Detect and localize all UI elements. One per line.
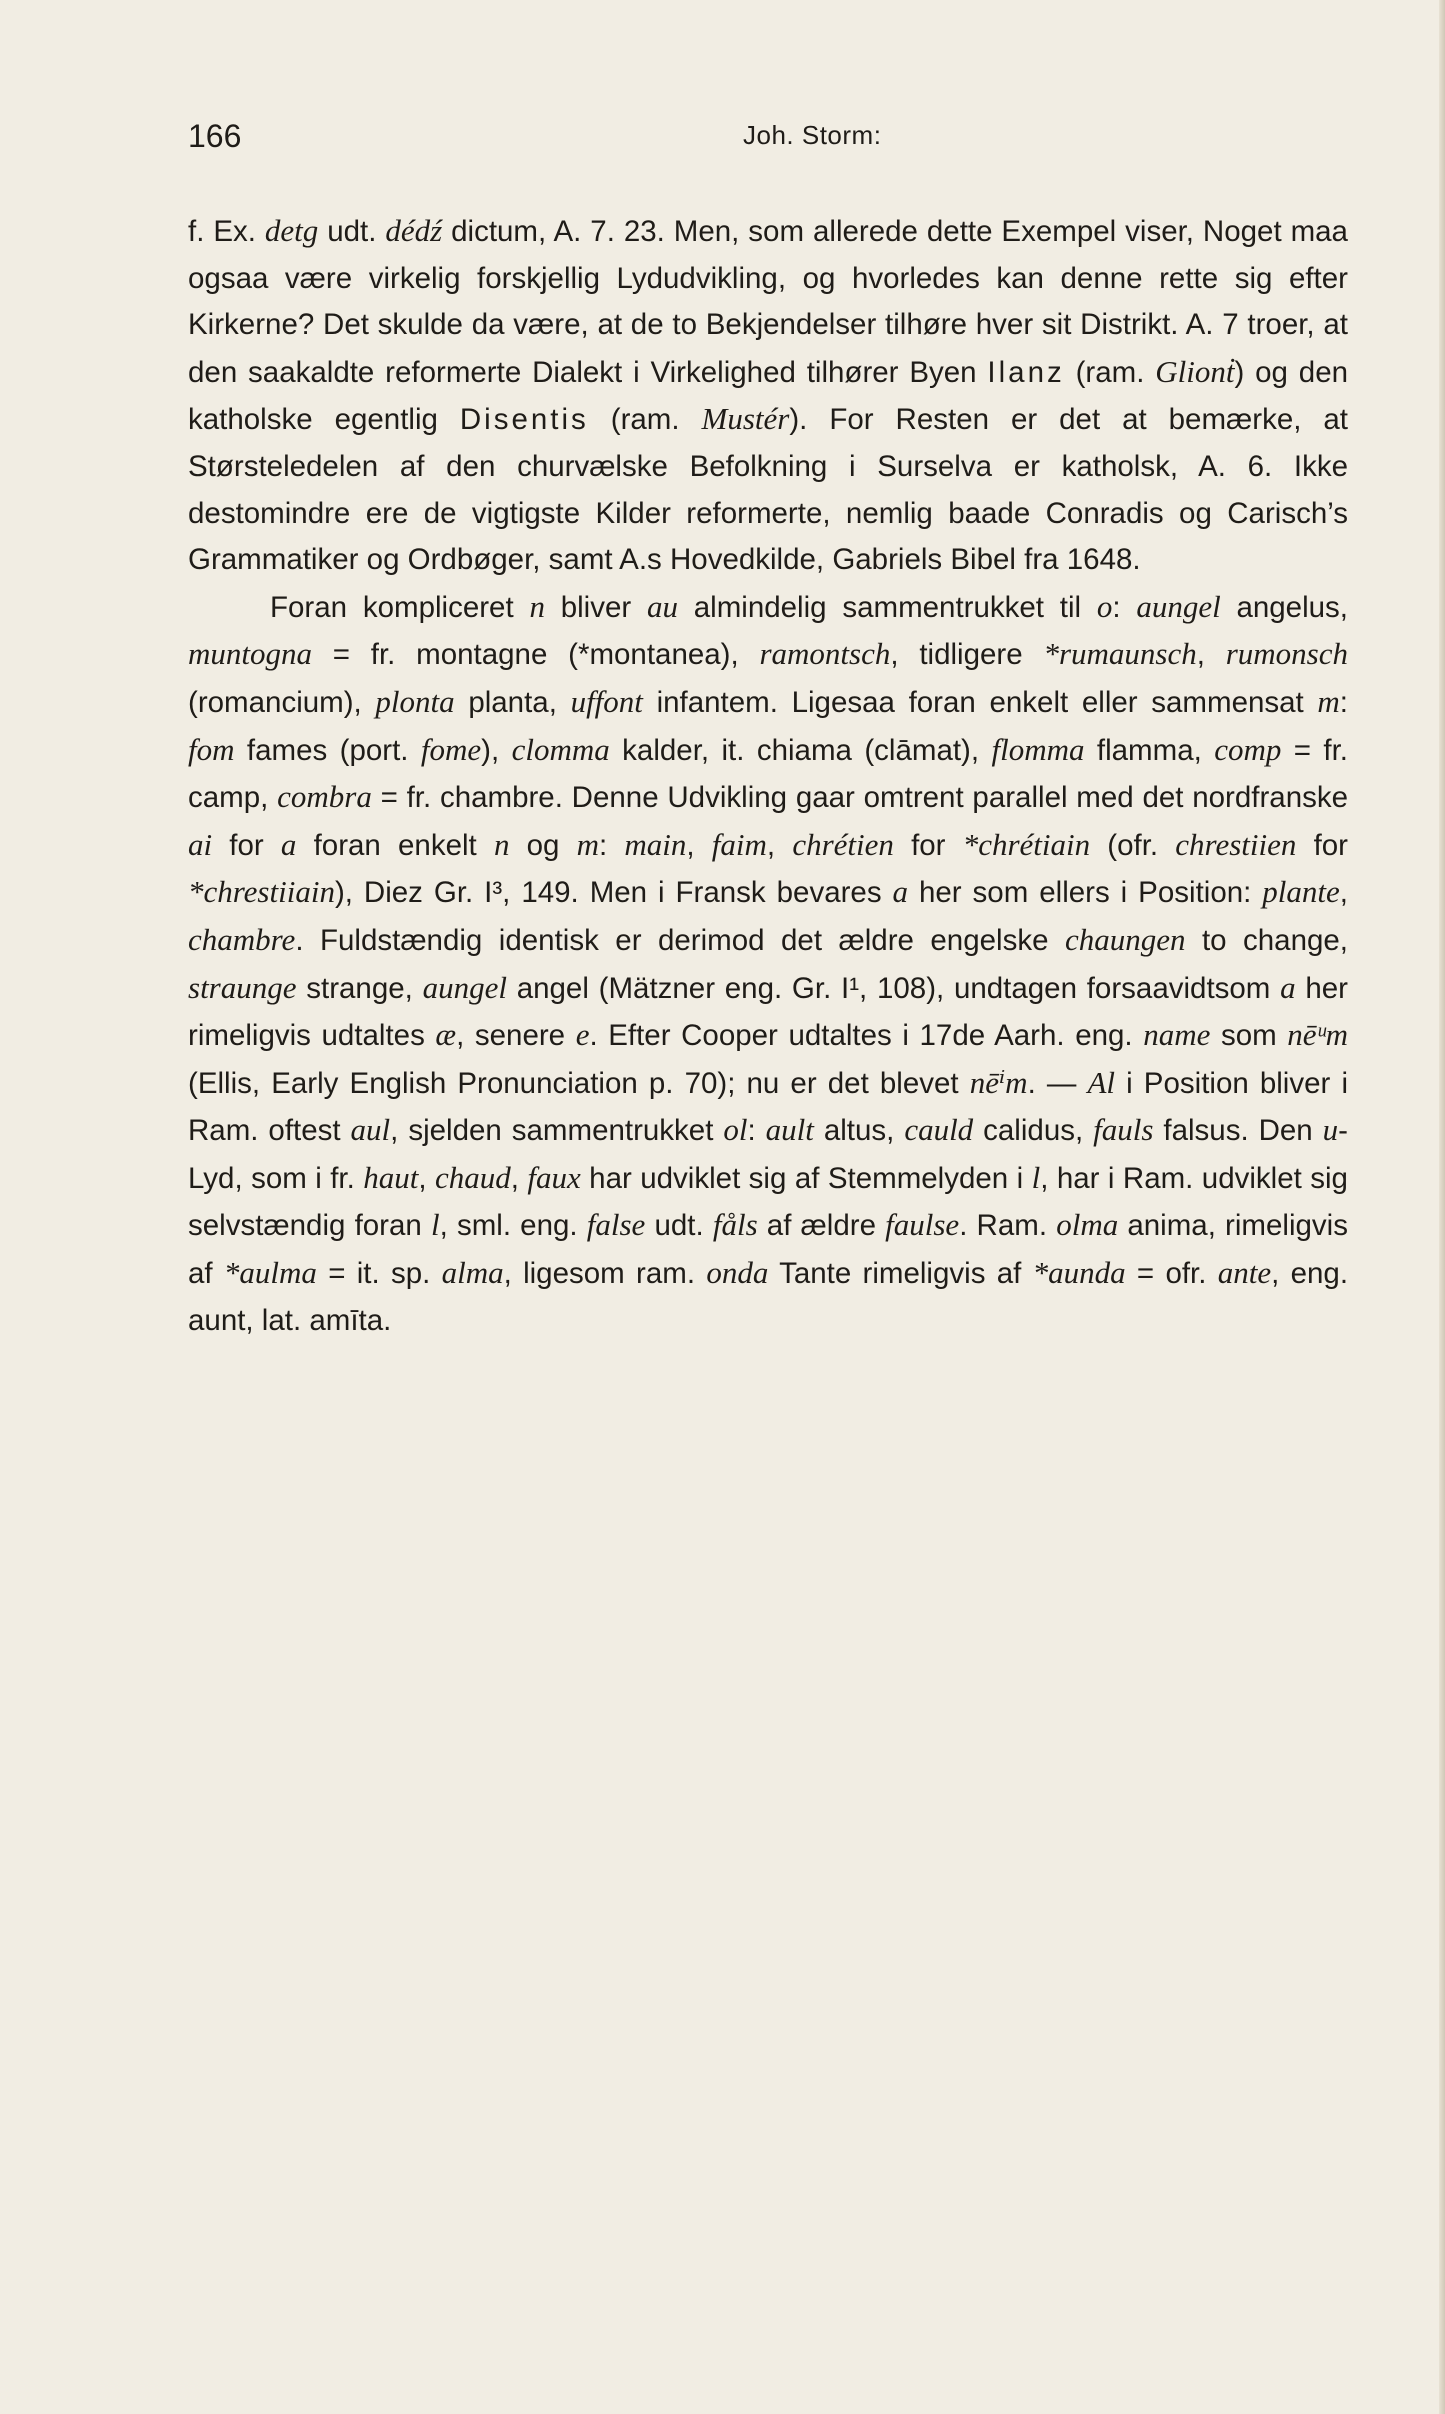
text-run: flamma, — [1084, 733, 1215, 767]
text-run: , — [510, 1161, 528, 1195]
text-run: ) og den katholske egentlig — [188, 355, 1349, 437]
text-run: strange, — [296, 971, 423, 1005]
text-run: kalder, it. chiama (clāmat), — [609, 733, 992, 767]
italic-term: false — [586, 1207, 646, 1243]
running-title: Joh. Storm: — [743, 120, 882, 150]
italic-term: chambre — [188, 921, 296, 957]
text-run: : — [1112, 590, 1137, 624]
italic-term: cauld — [904, 1112, 974, 1148]
text-run: , — [686, 828, 712, 862]
text-run: bliver — [544, 590, 647, 624]
italic-term: uffont — [570, 683, 643, 719]
text-run: falsus. Den — [1153, 1114, 1323, 1148]
italic-term: detg — [264, 213, 319, 248]
text-run: altus, — [813, 1114, 905, 1148]
italic-term: n — [493, 826, 510, 862]
italic-term: o — [1096, 588, 1113, 624]
italic-term: clomma — [511, 731, 610, 767]
text-run: : — [747, 1114, 766, 1148]
text-run: = it. sp. — [316, 1257, 442, 1291]
text-run: : — [1339, 685, 1348, 719]
text-run: = ofr. — [1125, 1257, 1218, 1291]
italic-term: chaud — [434, 1159, 511, 1195]
italic-term: faux — [527, 1159, 581, 1195]
text-run: for — [893, 828, 963, 862]
text-run: (ram. — [1064, 355, 1156, 389]
text-run: foran enkelt — [296, 828, 494, 862]
italic-term: ramontsch — [759, 636, 891, 672]
text-run: , — [1196, 638, 1226, 672]
italic-term: plante — [1262, 874, 1340, 910]
text-run: i Position bliver i Ram. oftest — [188, 1066, 1349, 1148]
text-run: , — [418, 1161, 435, 1195]
italic-term: chaungen — [1064, 921, 1186, 957]
italic-term: Mustér — [701, 401, 790, 437]
italic-term: a — [280, 826, 297, 862]
text-run: (ofr. — [1090, 828, 1176, 862]
italic-term: Glionṫ — [1155, 353, 1235, 389]
text-run: , sml. eng. — [439, 1209, 587, 1243]
text-run: infantem. Ligesaa foran enkelt eller sammensat — [642, 685, 1318, 719]
text-run: , har i Ram. udviklet sig selvstændig foran — [188, 1161, 1348, 1243]
italic-term: au — [646, 588, 678, 624]
text-run: angel (Mätzner eng. Gr. I¹, 108), undtagen forsaavidtsom — [506, 971, 1281, 1005]
italic-term: muntogna — [188, 636, 312, 672]
italic-term: faulse — [885, 1207, 960, 1243]
page-number: 166 — [188, 118, 242, 154]
text-run: (romancium), — [188, 685, 376, 719]
text-run: almindelig sammentrukket til — [677, 590, 1097, 624]
text-run: . — — [1027, 1066, 1088, 1100]
italic-term: flomma — [991, 731, 1085, 767]
text-run: har udviklet sig af Stemmelyden i — [580, 1161, 1032, 1195]
text-run: fames (port. — [234, 733, 421, 767]
italic-term: onda — [706, 1255, 769, 1291]
italic-term: fauls — [1093, 1112, 1154, 1148]
italic-term: combra — [277, 779, 372, 815]
text-run: anima, rimeligvis af — [188, 1209, 1348, 1291]
text-run: , — [1339, 876, 1348, 910]
italic-term: straunge — [188, 969, 297, 1005]
italic-term: rumonsch — [1225, 636, 1348, 672]
text-run: ). For Resten er det at bemærke, at Størsteledelen af den churvælske Befolkning i Surselva er katholsk, A. 6. Ikke destomindre ere de vigtigste Kilder reformerte, nemlig baade Conradis og Carisch’s Grammatiker og Ordbøger, samt A.s Hovedkilde, Gabriels Bibel fra 1648. — [188, 403, 1348, 577]
text-run: af ældre — [757, 1209, 886, 1243]
italic-term: *rumaunsch — [1043, 636, 1197, 672]
text-run: Foran kompliceret — [270, 590, 530, 624]
italic-term: m — [576, 826, 600, 862]
italic-term: name — [1143, 1017, 1211, 1053]
italic-term: nēⁱm — [969, 1064, 1028, 1100]
italic-term: m — [1317, 683, 1340, 719]
italic-term: *aunda — [1032, 1255, 1126, 1291]
italic-term: plonta — [375, 683, 455, 719]
italic-term: chrétien — [792, 826, 894, 862]
text-run: = fr. montagne (*montanea), — [312, 638, 760, 672]
italic-term: aungel — [1136, 588, 1221, 624]
italic-term: fome — [420, 731, 482, 767]
spaced-name: Ilanz — [987, 355, 1065, 389]
italic-term: haut — [363, 1159, 419, 1195]
italic-term: l — [1031, 1159, 1041, 1195]
italic-term: ault — [765, 1112, 814, 1148]
text-run: , ligesom ram. — [503, 1257, 707, 1291]
italic-term: fåls — [712, 1207, 758, 1243]
spaced-name: Disentis — [459, 403, 589, 437]
text-run: dictum, A. 7. 23. Men, som allerede dette Exempel viser, Noget maa ogsaa være virkelig forskjellig Lydudvikling, og hvorledes kan denne rette sig efter Kirkerne? Det skulde da være, at de to Bekjendelser tilhøre hver sit Distrikt. A. 7 troer, at den saakaldte reformerte Dialekt i Virkelighed tilhører Byen — [188, 215, 1348, 389]
italic-term: n — [529, 588, 545, 624]
text-run: , senere — [456, 1019, 576, 1053]
paragraph-1 — [188, 208, 1348, 584]
italic-term: comp — [1214, 731, 1282, 767]
text-run: udt. — [318, 215, 386, 248]
text-run: -Lyd, som i fr. — [188, 1114, 1348, 1195]
text-run: f. Ex. — [188, 215, 265, 248]
italic-term: alma — [441, 1255, 504, 1291]
text-run: , tidligere — [890, 638, 1044, 672]
text-run: udt. — [645, 1209, 713, 1243]
italic-term: *chrétiain — [962, 826, 1091, 862]
text-run: ), — [481, 733, 512, 767]
italic-term: æ — [435, 1017, 457, 1053]
text-run: her rimeligvis udtaltes — [188, 971, 1349, 1053]
italic-term: faim — [711, 826, 767, 862]
text-run: . Ram. — [959, 1209, 1057, 1243]
italic-term: chrestiien — [1175, 826, 1297, 862]
text-run: som — [1210, 1019, 1288, 1053]
text-run: , sjelden sammentrukket — [390, 1114, 724, 1148]
italic-term: aungel — [422, 969, 507, 1005]
italic-term: ol — [723, 1112, 748, 1148]
text-run: calidus, — [973, 1114, 1094, 1148]
text-run: . Efter Cooper udtaltes i 17de Aarh. eng. — [589, 1019, 1144, 1053]
italic-term: a — [892, 874, 909, 910]
italic-term: main — [624, 826, 687, 862]
text-run: for — [1296, 828, 1348, 862]
text-run: angelus, — [1220, 590, 1348, 624]
italic-term: fom — [188, 731, 235, 767]
text-run: Tante rimeligvis af — [768, 1257, 1033, 1291]
body-text — [188, 208, 1348, 1344]
paragraph-2 — [188, 584, 1348, 1345]
italic-term: ai — [188, 826, 213, 862]
text-run: ), Diez Gr. I³, 149. Men i Fransk bevares — [334, 876, 893, 910]
italic-term: nēᵘm — [1287, 1017, 1348, 1053]
text-run: , eng. aunt, lat. amīta. — [188, 1257, 1349, 1337]
text-run: : — [599, 828, 625, 862]
italic-term: aul — [350, 1112, 391, 1148]
italic-term: olma — [1056, 1207, 1119, 1243]
running-head — [188, 118, 1338, 158]
text-run: (ram. — [588, 403, 702, 437]
italic-term: e — [575, 1017, 590, 1053]
italic-term: ante — [1217, 1255, 1272, 1291]
italic-term: a — [1280, 969, 1296, 1005]
italic-term: *aulma — [223, 1255, 317, 1291]
page-edge — [1439, 0, 1445, 2414]
text-run: her som ellers i Position: — [908, 876, 1263, 910]
italic-term: Al — [1087, 1064, 1116, 1100]
italic-term: dédź — [385, 213, 443, 248]
text-run: og — [509, 828, 577, 862]
text-run: , — [766, 828, 793, 862]
text-run: (Ellis, Early English Pronunciation p. 70); nu er det blevet — [188, 1066, 970, 1100]
italic-term: l — [430, 1207, 440, 1243]
italic-term: *chrestiiain — [188, 874, 335, 910]
italic-term: u — [1322, 1112, 1339, 1148]
text-run: for — [212, 828, 281, 862]
text-run: = fr. camp, — [188, 733, 1348, 815]
text-run: planta, — [454, 685, 571, 719]
text-run: = fr. chambre. Denne Udvikling gaar omtrent parallel med det nordfranske — [371, 781, 1349, 815]
text-run: to change, — [1185, 923, 1348, 957]
text-run: . Fuldstændig identisk er derimod det ældre engelske — [295, 923, 1065, 957]
